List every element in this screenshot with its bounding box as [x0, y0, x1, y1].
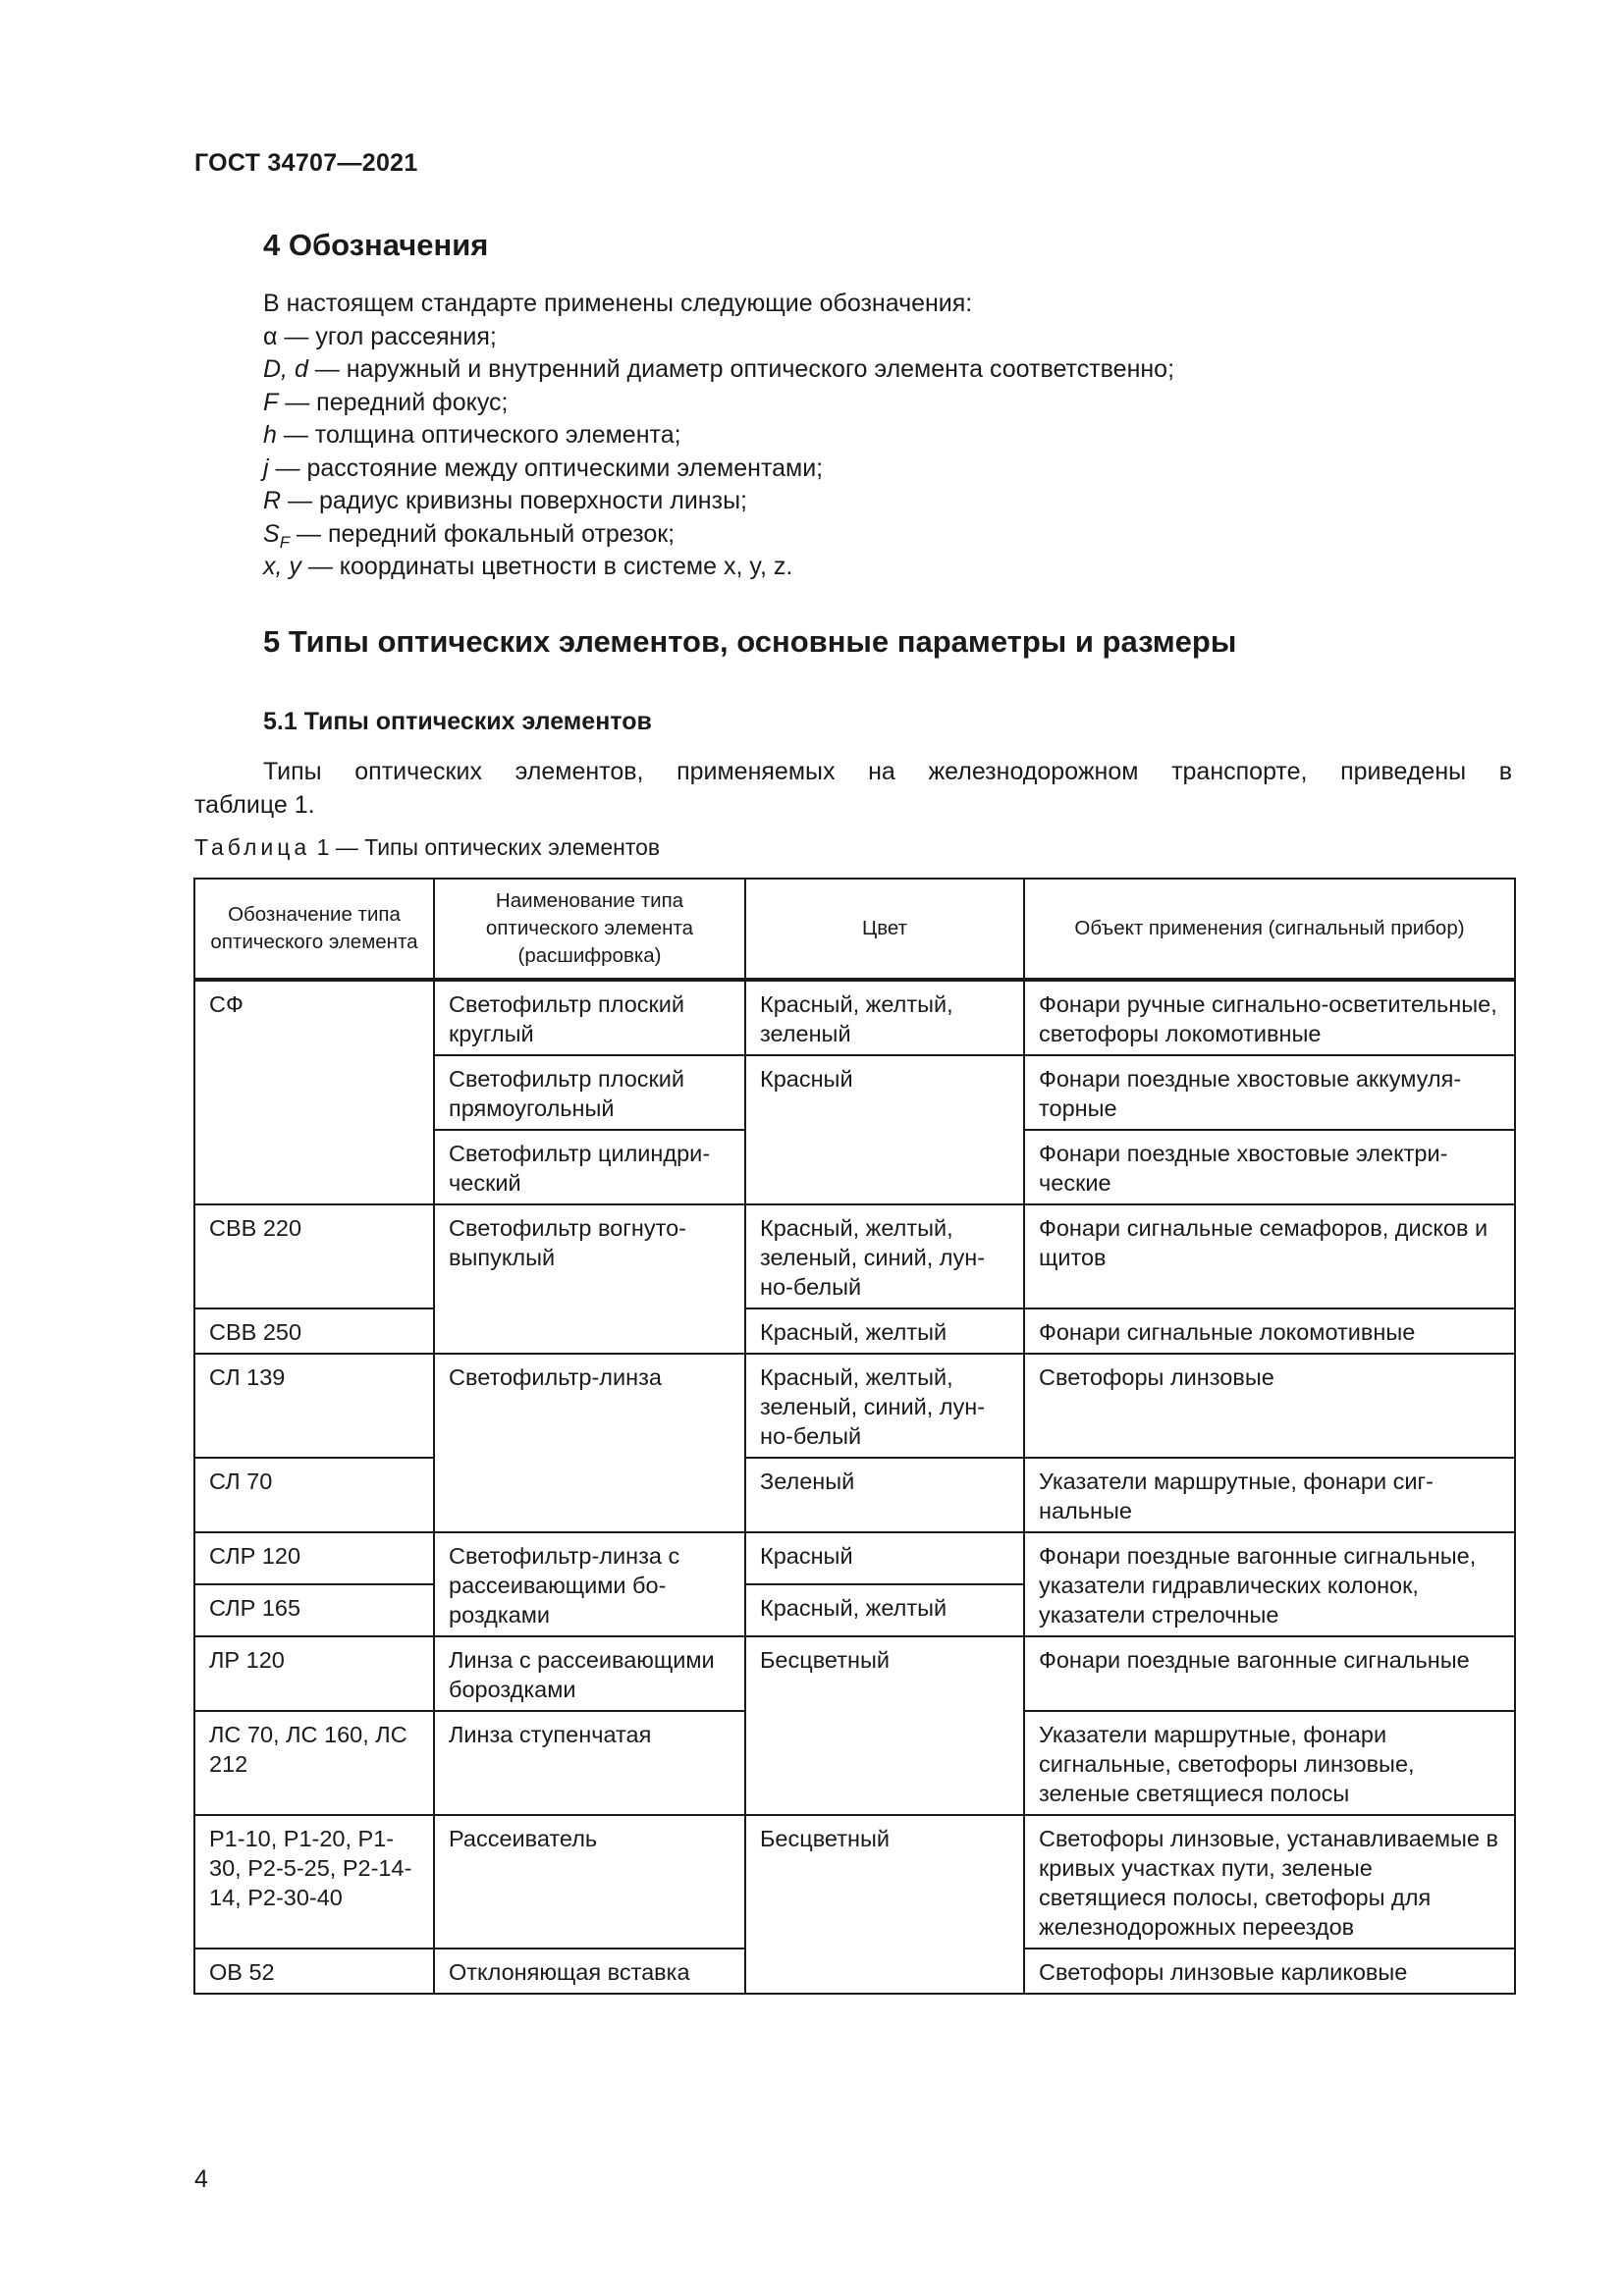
definition-symbol: D, d — [263, 355, 308, 383]
definition-subscript: F — [279, 532, 291, 552]
cell-type-name: Линза ступенчатая — [434, 1711, 745, 1815]
cell-color: Красный, желтый, зеленый, синий, лунно-белый — [745, 1204, 1024, 1308]
definition-symbol: S — [263, 519, 280, 548]
optical-elements-table — [193, 878, 1516, 1995]
cell-designation: ОВ 52 — [194, 1949, 434, 1994]
definition-symbol: R — [263, 487, 282, 514]
cell-type-name: Светофильтр цилиндрический — [434, 1130, 745, 1204]
definition-symbol: F — [263, 388, 279, 416]
definition-item — [263, 453, 1174, 486]
table-row — [194, 1204, 1515, 1308]
table-caption-label: Таблица — [194, 834, 311, 860]
paragraph-line: таблице 1. — [194, 790, 315, 819]
cell-application: Фонари поездные вагонные сигнальные, указатели гидравлических колонок, указатели стрелочные — [1024, 1532, 1515, 1636]
paragraph — [194, 756, 1512, 822]
paragraph-line: Типы оптических элементов, применяемых на железнодорожном транспорте, приведены в — [263, 758, 1512, 785]
cell-application: Фонари ручные сигнально-осветительные, светофоры локомотивные — [1024, 980, 1515, 1055]
subsection-5-1-title: 5.1 Типы оптических элементов — [263, 708, 652, 735]
cell-type-name: Светофильтр плоский прямоугольный — [434, 1055, 745, 1130]
cell-designation: ЛР 120 — [194, 1636, 434, 1711]
cell-application: Светофоры линзовые карликовые — [1024, 1949, 1515, 1994]
page-number: 4 — [194, 2165, 208, 2193]
definition-text: — угол рассеяния; — [277, 322, 497, 350]
definition-item — [263, 551, 1174, 584]
cell-designation: СЛ 70 — [194, 1458, 434, 1532]
cell-color: Красный, желтый — [745, 1584, 1024, 1636]
cell-application: Светофоры линзовые — [1024, 1354, 1515, 1458]
cell-application: Фонари поездные хвостовые электрические — [1024, 1130, 1515, 1204]
cell-designation: СЛР 165 — [194, 1584, 434, 1636]
cell-type-name: Светофильтр-линза — [434, 1354, 745, 1532]
cell-application: Фонари поездные вагонные сигнальные — [1024, 1636, 1515, 1711]
definition-text: — координаты цветности в системе x, y, z. — [300, 553, 793, 580]
table-row — [194, 980, 1515, 1055]
cell-color: Бесцветный — [745, 1815, 1024, 1994]
cell-type-name: Отклоняющая вставка — [434, 1949, 745, 1994]
table-row — [194, 1308, 1515, 1354]
definition-item — [263, 518, 1174, 552]
cell-color: Зеленый — [745, 1458, 1024, 1532]
cell-type-name: Светофильтр плоский круглый — [434, 980, 745, 1055]
definition-item — [263, 353, 1174, 387]
header-type-name: Наименование типа оптического элемента (расшифровка) — [434, 879, 745, 980]
definition-text: — расстояние между оптическими элементами; — [268, 454, 824, 482]
table-row — [194, 1458, 1515, 1532]
definition-text: — толщина оптического элемента; — [276, 421, 681, 449]
cell-color: Красный, желтый — [745, 1308, 1024, 1354]
cell-designation: СВВ 220 — [194, 1204, 434, 1308]
definition-item — [263, 321, 1174, 354]
definition-symbol: j — [263, 454, 269, 482]
definition-item — [263, 485, 1174, 518]
cell-type-name: Линза с рассеивающими бороздками — [434, 1636, 745, 1711]
definition-symbol: α — [263, 322, 278, 350]
header-application: Объект применения (сигнальный прибор) — [1024, 879, 1515, 980]
cell-designation: СЛ 139 — [194, 1354, 434, 1458]
definitions-list — [263, 288, 1174, 584]
cell-color: Бесцветный — [745, 1636, 1024, 1815]
definition-text: — передний фокус; — [278, 388, 509, 416]
definition-item — [263, 387, 1174, 420]
cell-designation: СВВ 250 — [194, 1308, 434, 1354]
definition-symbol: x, y — [263, 553, 301, 580]
table-caption-text: 1 — Типы оптических элементов — [310, 834, 661, 860]
definition-text: — наружный и внутренний диаметр оптического элемента соответственно; — [307, 355, 1175, 383]
cell-application: Указатели маршрутные, фонари сигнальные — [1024, 1458, 1515, 1532]
cell-type-name: Рассеиватель — [434, 1815, 745, 1949]
cell-color: Красный — [745, 1532, 1024, 1584]
table-row — [194, 1354, 1515, 1458]
definitions-intro: В настоящем стандарте применены следующие обозначения: — [263, 290, 973, 317]
header-designation: Обозначение типа оптического элемента — [194, 879, 434, 980]
definition-text: — передний фокальный отрезок; — [290, 519, 676, 548]
cell-designation: СФ — [194, 980, 434, 1204]
table-row — [194, 1532, 1515, 1584]
definition-text: — радиус кривизны поверхности линзы; — [281, 487, 747, 514]
table-header-row — [194, 879, 1515, 980]
section-5-title: 5 Типы оптических элементов, основные параметры и размеры — [263, 624, 1237, 659]
header-color: Цвет — [745, 879, 1024, 980]
table-row — [194, 1815, 1515, 1949]
cell-type-name: Светофильтр вогнуто-выпуклый — [434, 1204, 745, 1354]
table-caption — [194, 834, 660, 861]
cell-application: Фонари сигнальные локомотивные — [1024, 1308, 1515, 1354]
cell-type-name: Светофильтр-линза с рассеивающими бороздками — [434, 1532, 745, 1636]
cell-color: Красный, желтый, зеленый, синий, лунно-белый — [745, 1354, 1024, 1458]
cell-application: Указатели маршрутные, фонари сигнальные, светофоры линзовые, зеленые светящиеся полосы — [1024, 1711, 1515, 1815]
cell-designation: ЛС 70, ЛС 160, ЛС 212 — [194, 1711, 434, 1815]
cell-designation: Р1-10, Р1-20, Р1-30, Р2-5-25, Р2-14-14, Р2-30-40 — [194, 1815, 434, 1949]
cell-application: Фонари поездные хвостовые аккумуляторные — [1024, 1055, 1515, 1130]
cell-designation: СЛР 120 — [194, 1532, 434, 1584]
definition-item — [263, 419, 1174, 453]
cell-color: Красный, желтый, зеленый — [745, 980, 1024, 1055]
table-row — [194, 1636, 1515, 1711]
cell-application: Фонари сигнальные семафоров, дисков и щитов — [1024, 1204, 1515, 1308]
cell-application: Светофоры линзовые, устанавливаемые в кривых участках пути, зеленые светящиеся полосы, светофоры для железнодорожных переездов — [1024, 1815, 1515, 1949]
cell-color: Красный — [745, 1055, 1024, 1204]
section-4-title: 4 Обозначения — [263, 228, 489, 262]
document-header: ГОСТ 34707—2021 — [194, 149, 418, 177]
definition-symbol: h — [263, 421, 277, 449]
